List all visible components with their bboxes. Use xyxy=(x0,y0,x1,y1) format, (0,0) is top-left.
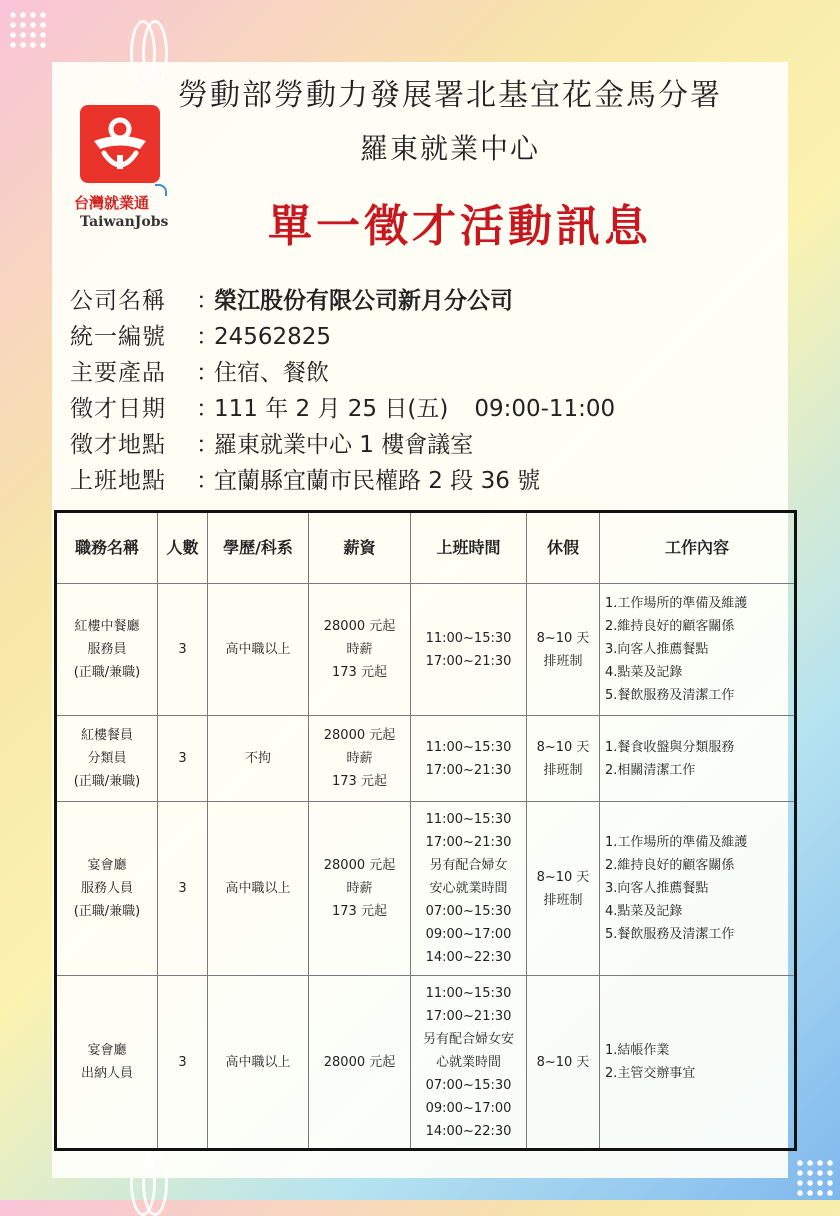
column-header: 工作內容 xyxy=(600,512,796,584)
job-title-line: (正職/兼職) xyxy=(73,774,141,789)
logo-text-zh: 台灣就業通 xyxy=(74,194,150,212)
column-header: 職務名稱 xyxy=(56,512,158,584)
job-title-line: 分類員 xyxy=(87,751,127,766)
salary-line: 時薪 xyxy=(346,642,373,657)
date-time: 09:00-11:00 xyxy=(474,396,616,422)
leave-line: 8~10 天 xyxy=(536,1054,590,1070)
hours-line: 14:00~22:30 xyxy=(425,1123,512,1139)
duty-line: 1.結帳作業 xyxy=(605,1043,670,1058)
table-header-row xyxy=(56,512,796,584)
duty-line: 4.點菜及記錄 xyxy=(605,665,683,680)
education-cell: 高中職以上 xyxy=(208,802,309,976)
info-colon: ： xyxy=(196,396,219,422)
job-title-cell xyxy=(56,584,158,716)
leave-line: 排班制 xyxy=(543,762,583,778)
info-label: 統一編號 xyxy=(70,324,166,350)
duty-line: 1.工作場所的準備及維護 xyxy=(605,596,748,611)
hours-line: 另有配合婦女 xyxy=(429,858,508,873)
info-colon: ： xyxy=(196,468,219,494)
info-label: 上班地點 xyxy=(70,468,166,494)
agency-title: 勞動部勞動力發展署北基宜花金馬分署 xyxy=(178,78,722,113)
hours-line: 09:00~17:00 xyxy=(425,1100,512,1116)
salary-line: 28000 元起 xyxy=(323,858,396,873)
leave-line: 排班制 xyxy=(543,892,583,908)
job-title-line: 紅樓中餐廳 xyxy=(74,619,140,634)
education-cell: 不拘 xyxy=(208,716,309,802)
decorative-dots-top-left xyxy=(8,10,48,50)
products-value: 住宿、餐飲 xyxy=(214,360,329,386)
salary-line: 173 元起 xyxy=(332,774,387,789)
jobs-table xyxy=(54,510,797,1151)
info-label: 徵才地點 xyxy=(70,432,166,458)
hours-line: 17:00~21:30 xyxy=(425,653,512,669)
info-row-company xyxy=(70,283,615,319)
hours-line: 07:00~15:30 xyxy=(425,904,512,919)
duty-line: 2.相關清潔工作 xyxy=(605,762,696,778)
hours-line: 11:00~15:30 xyxy=(425,630,512,646)
job-title-line: 出納人員 xyxy=(80,1066,133,1081)
duty-line: 2.維持良好的顧客關係 xyxy=(605,858,735,873)
leave-cell xyxy=(527,802,600,976)
hours-cell xyxy=(411,802,527,976)
table-row xyxy=(56,802,796,976)
info-colon: ： xyxy=(196,360,219,386)
hours-line: 心就業時間 xyxy=(435,1054,501,1070)
column-header: 上班時間 xyxy=(411,512,527,584)
hours-line: 17:00~21:30 xyxy=(425,762,512,778)
leave-line: 排班制 xyxy=(543,653,583,669)
table-row xyxy=(56,976,796,1150)
headcount-cell: 3 xyxy=(158,716,208,802)
duty-line: 2.維持良好的顧客關係 xyxy=(605,619,735,634)
leave-cell xyxy=(527,584,600,716)
duty-line: 4.點菜及記錄 xyxy=(605,904,683,919)
headcount-cell: 3 xyxy=(158,802,208,976)
job-title-line: 宴會廳 xyxy=(87,1043,127,1058)
salary-line: 173 元起 xyxy=(332,665,387,680)
info-row-date xyxy=(70,391,615,427)
job-title-line: 服務人員 xyxy=(80,881,133,896)
info-colon: ： xyxy=(196,324,219,350)
hours-line: 11:00~15:30 xyxy=(425,739,512,755)
taiwanjobs-logo-icon xyxy=(80,105,160,183)
page-headline: 單一徵才活動訊息 xyxy=(268,201,652,252)
venue-value: 羅東就業中心 1 樓會議室 xyxy=(214,432,474,458)
table-row xyxy=(56,584,796,716)
duty-line: 1.工作場所的準備及維護 xyxy=(605,835,748,850)
hours-line: 11:00~15:30 xyxy=(425,985,512,1001)
headcount-cell: 3 xyxy=(158,584,208,716)
hours-line: 09:00~17:00 xyxy=(425,927,512,942)
duties-cell xyxy=(600,716,796,802)
job-title-line: 宴會廳 xyxy=(87,858,127,873)
info-colon: ： xyxy=(196,288,219,314)
headcount-cell: 3 xyxy=(158,976,208,1150)
info-label: 徵才日期 xyxy=(70,396,166,422)
logo-text-en: TaiwanJobs xyxy=(80,214,169,230)
column-header: 休假 xyxy=(527,512,600,584)
hours-line: 另有配合婦女安 xyxy=(422,1031,514,1047)
hours-cell xyxy=(411,584,527,716)
hours-line: 17:00~21:30 xyxy=(425,1008,512,1024)
salary-line: 28000 元起 xyxy=(323,728,396,743)
company-info xyxy=(70,283,615,499)
duty-line: 3.向客人推薦餐點 xyxy=(605,642,709,657)
info-row-tax-id xyxy=(70,319,615,355)
duty-line: 3.向客人推薦餐點 xyxy=(605,881,709,896)
duties-cell xyxy=(600,976,796,1150)
date-value xyxy=(214,391,615,427)
tax-id-value: 24562825 xyxy=(214,324,332,350)
salary-cell xyxy=(309,716,411,802)
job-title-line: (正職/兼職) xyxy=(73,665,141,680)
duties-cell xyxy=(600,584,796,716)
date-day: 111 年 2 月 25 日(五) xyxy=(214,396,449,422)
table-row xyxy=(56,716,796,802)
leave-line: 8~10 天 xyxy=(536,630,590,646)
salary-cell xyxy=(309,976,411,1150)
hours-cell xyxy=(411,716,527,802)
hours-line: 07:00~15:30 xyxy=(425,1077,512,1093)
duty-line: 5.餐飲服務及清潔工作 xyxy=(605,688,735,703)
hours-cell xyxy=(411,976,527,1150)
hours-line: 17:00~21:30 xyxy=(425,835,512,850)
job-title-cell xyxy=(56,716,158,802)
info-label: 公司名稱 xyxy=(70,288,166,314)
leave-line: 8~10 天 xyxy=(536,739,590,755)
leave-line: 8~10 天 xyxy=(536,869,590,885)
column-header: 薪資 xyxy=(309,512,411,584)
info-label: 主要產品 xyxy=(70,360,166,386)
column-header: 學歷/科系 xyxy=(208,512,309,584)
leave-cell xyxy=(527,976,600,1150)
decorative-swirl xyxy=(142,20,168,86)
center-name: 羅東就業中心 xyxy=(359,132,540,165)
salary-cell xyxy=(309,584,411,716)
hours-line: 11:00~15:30 xyxy=(425,812,512,827)
job-title-line: 服務員 xyxy=(87,642,127,657)
salary-line: 時薪 xyxy=(346,751,373,766)
info-row-venue xyxy=(70,427,615,463)
duty-line: 5.餐飲服務及清潔工作 xyxy=(605,927,735,942)
workplace-value: 宜蘭縣宜蘭市民權路 2 段 36 號 xyxy=(214,468,541,494)
company-name: 榮江股份有限公司新月分公司 xyxy=(214,288,513,314)
info-row-workplace xyxy=(70,463,615,499)
job-title-line: 紅樓餐員 xyxy=(80,728,133,743)
education-cell: 高中職以上 xyxy=(208,584,309,716)
info-colon: ： xyxy=(196,432,219,458)
job-title-line: (正職/兼職) xyxy=(73,904,141,919)
info-row-products xyxy=(70,355,615,391)
salary-line: 28000 元起 xyxy=(323,1054,396,1070)
decorative-swirl xyxy=(142,1150,168,1216)
column-header: 人數 xyxy=(158,512,208,584)
hours-line: 安心就業時間 xyxy=(429,881,508,896)
duty-line: 1.餐食收盤與分類服務 xyxy=(605,739,735,755)
education-cell: 高中職以上 xyxy=(208,976,309,1150)
job-title-cell xyxy=(56,976,158,1150)
duty-line: 2.主管交辦事宜 xyxy=(605,1066,696,1081)
leave-cell xyxy=(527,716,600,802)
job-title-cell xyxy=(56,802,158,976)
salary-cell xyxy=(309,802,411,976)
salary-line: 28000 元起 xyxy=(323,619,396,634)
duties-cell xyxy=(600,802,796,976)
salary-line: 時薪 xyxy=(346,881,373,896)
decorative-dots-bottom-right xyxy=(795,1158,835,1198)
hours-line: 14:00~22:30 xyxy=(425,950,512,965)
salary-line: 173 元起 xyxy=(332,904,387,919)
